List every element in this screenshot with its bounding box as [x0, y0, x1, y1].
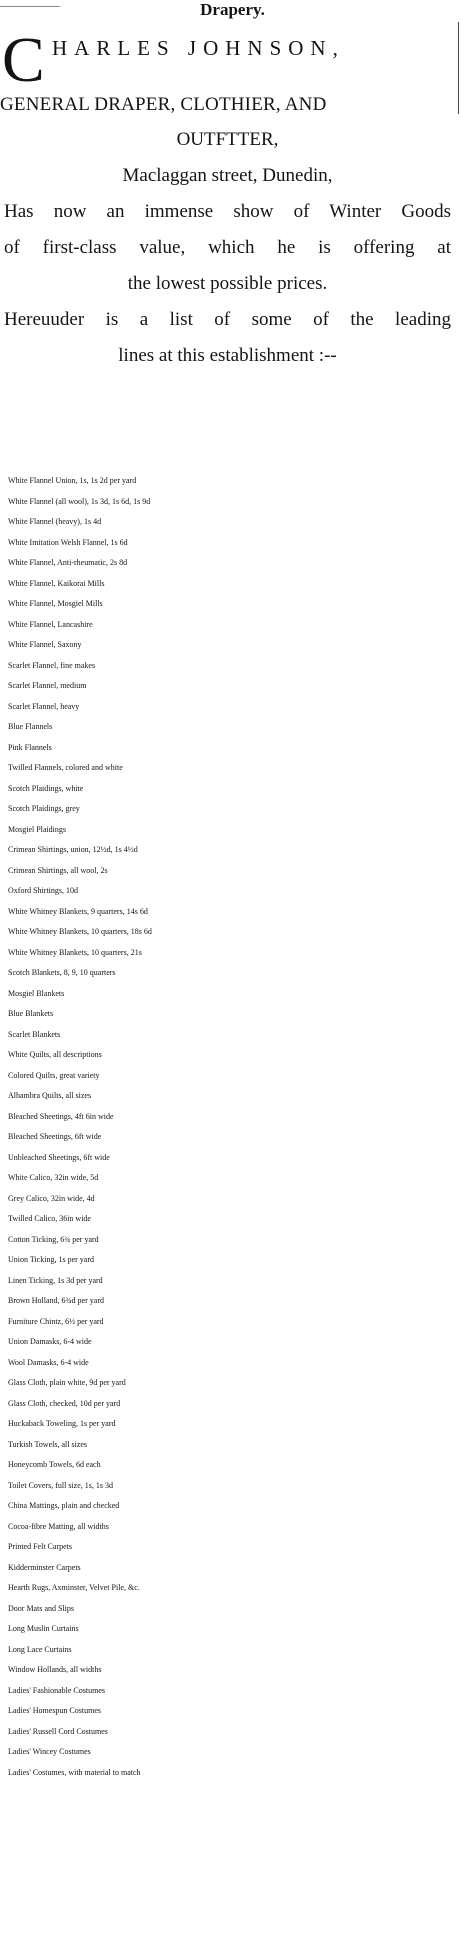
goods-list-item: Long Lace Curtains [8, 1644, 72, 1654]
firm-name-rest: HARLES JOHNSON, [52, 36, 345, 60]
goods-list-item: White Flannel (all wool), 1s 3d, 1s 6d, 1s 9d [8, 496, 151, 506]
goods-list-item: Scotch Blankets, 8, 9, 10 quarters [8, 968, 116, 977]
goods-list-item: Bleached Sheetings, 6ft wide [8, 1132, 102, 1141]
goods-list-item: Alhambra Quilts, all sizes [8, 1091, 92, 1100]
goods-list-item: Scarlet Flannel, medium [8, 681, 87, 690]
intro-line: Has now an immense show of Winter Goods [4, 201, 451, 222]
goods-list-item: Scotch Plaidings, white [8, 783, 84, 793]
goods-list-item: White Flannel, Mosgiel Mills [8, 599, 103, 608]
address: Maclaggan street, Dunedin, [122, 165, 333, 186]
goods-list-item: Hearth Rugs, Axminster, Velvet Pile, &c. [8, 1583, 140, 1592]
goods-list-item: Pink Flannels [8, 742, 52, 752]
goods-list-item: Crimean Shirtings, union, 12½d, 1s 4½d [8, 845, 138, 854]
goods-list-item: Twilled Calico, 36in wide [8, 1214, 91, 1223]
goods-list-item: White Whitney Blankets, 9 quarters, 14s 6d [8, 906, 148, 916]
goods-list-item: White Whitney Blankets, 10 quarters, 21s [8, 947, 142, 957]
goods-list-item: White Whitney Blankets, 10 quarters, 18s 6d [8, 927, 152, 936]
goods-list-item: White Flannel, Lancashire [8, 619, 93, 629]
goods-list-item: Ladies' Homespun Costumes [8, 1706, 101, 1715]
goods-list-item: White Flannel, Anti-rheumatic, 2s 8d [8, 558, 128, 567]
goods-list-item: Union Ticking, 1s per yard [8, 1255, 94, 1264]
goods-list-item: Scarlet Flannel, fine makes [8, 660, 96, 670]
goods-list [8, 471, 465, 1783]
section-heading: Drapery. [200, 0, 265, 19]
goods-list-item: Long Muslin Curtains [8, 1624, 79, 1633]
goods-list-item: White Imitation Welsh Flannel, 1s 6d [8, 537, 128, 547]
goods-list-item: Scarlet Flannel, heavy [8, 701, 80, 711]
goods-list-item: Blue Flannels [8, 722, 53, 731]
intro-line: of first-class value, which he is offering at [4, 237, 451, 258]
goods-list-item: Window Hollands, all widths [8, 1665, 102, 1674]
goods-list-item: Ladies' Fashionable Costumes [8, 1685, 105, 1695]
goods-list-item: Furniture Chintz, 6½ per yard [8, 1316, 104, 1326]
goods-list-item: Toilet Covers, full size, 1s, 1s 3d [8, 1480, 113, 1490]
goods-list-item: Ladies' Wincey Costumes [8, 1747, 91, 1756]
goods-list-item: Huckaback Toweling, 1s per yard [8, 1419, 116, 1428]
goods-list-item: Oxford Shirtings, 10d [8, 886, 78, 895]
trade-description: GENERAL DRAPER, CLOTHIER, AND [0, 94, 327, 115]
goods-list-item: White Flannel Union, 1s, 1s 2d per yard [8, 476, 137, 485]
goods-list-item: Crimean Shirtings, all wool, 2s [8, 865, 108, 875]
goods-list-item: Mosgiel Plaidings [8, 824, 67, 834]
goods-list-item: White Calico, 32in wide, 5d [8, 1173, 99, 1182]
firm-name [0, 22, 455, 94]
goods-list-item: White Quilts, all descriptions [8, 1050, 102, 1059]
goods-list-item: Brown Holland, 6¾d per yard [8, 1296, 104, 1305]
goods-list-item: Ladies' Costumes, with material to match [8, 1767, 141, 1777]
list-intro-line: Hereuuder is a list of some of the leading [4, 309, 451, 330]
list-intro-line: lines at this establishment :-- [118, 345, 337, 366]
goods-list-item: Colored Quilts, great variety [8, 1070, 100, 1080]
goods-list-item: Twilled Flannels, colored and white [8, 763, 123, 772]
goods-list-item: White Flannel, Kaikorai Mills [8, 578, 105, 588]
goods-list-item: White Flannel, Saxony [8, 640, 82, 649]
goods-list-item: Glass Cloth, checked, 10d per yard [8, 1398, 121, 1408]
goods-list-item: Glass Cloth, plain white, 9d per yard [8, 1378, 126, 1387]
goods-list-item: Linen Ticking, 1s 3d per yard [8, 1275, 103, 1285]
goods-list-item: Ladies' Russell Cord Costumes [8, 1726, 108, 1736]
goods-list-item: Printed Felt Carpets [8, 1542, 72, 1551]
goods-list-item: Door Mats and Slips [8, 1603, 74, 1613]
goods-list-item: Bleached Sheetings, 4ft 6in wide [8, 1111, 114, 1121]
trade-description-continued: OUTFTTER, [176, 129, 279, 150]
goods-list-item: Unbleached Sheetings, 6ft wide [8, 1152, 110, 1162]
goods-list-item: Blue Blankets [8, 1009, 54, 1018]
goods-list-item: White Flannel (heavy), 1s 4d [8, 517, 102, 526]
goods-list-item: Turkish Towels, all sizes [8, 1439, 87, 1449]
goods-list-item: Scarlet Blankets [8, 1029, 61, 1039]
goods-list-item: China Mattings, plain and checked [8, 1501, 120, 1510]
goods-list-item: Union Damasks, 6-4 wide [8, 1337, 92, 1346]
goods-list-item: Scotch Plaidings, grey [8, 804, 80, 813]
intro-line: the lowest possible prices. [127, 273, 328, 294]
column-divider [458, 22, 459, 114]
goods-list-item: Mosgiel Blankets [8, 988, 65, 998]
drop-cap: C [2, 24, 45, 95]
goods-list-item: Honeycomb Towels, 6d each [8, 1460, 101, 1469]
goods-list-item: Wool Damasks, 6-4 wide [8, 1357, 89, 1367]
goods-list-item: Cotton Ticking, 6¾ per yard [8, 1234, 99, 1244]
goods-list-item: Grey Calico, 32in wide, 4d [8, 1193, 95, 1203]
goods-list-item: Cocoa-fibre Matting, all widths [8, 1521, 109, 1531]
goods-list-item: Kidderminster Carpets [8, 1562, 81, 1572]
